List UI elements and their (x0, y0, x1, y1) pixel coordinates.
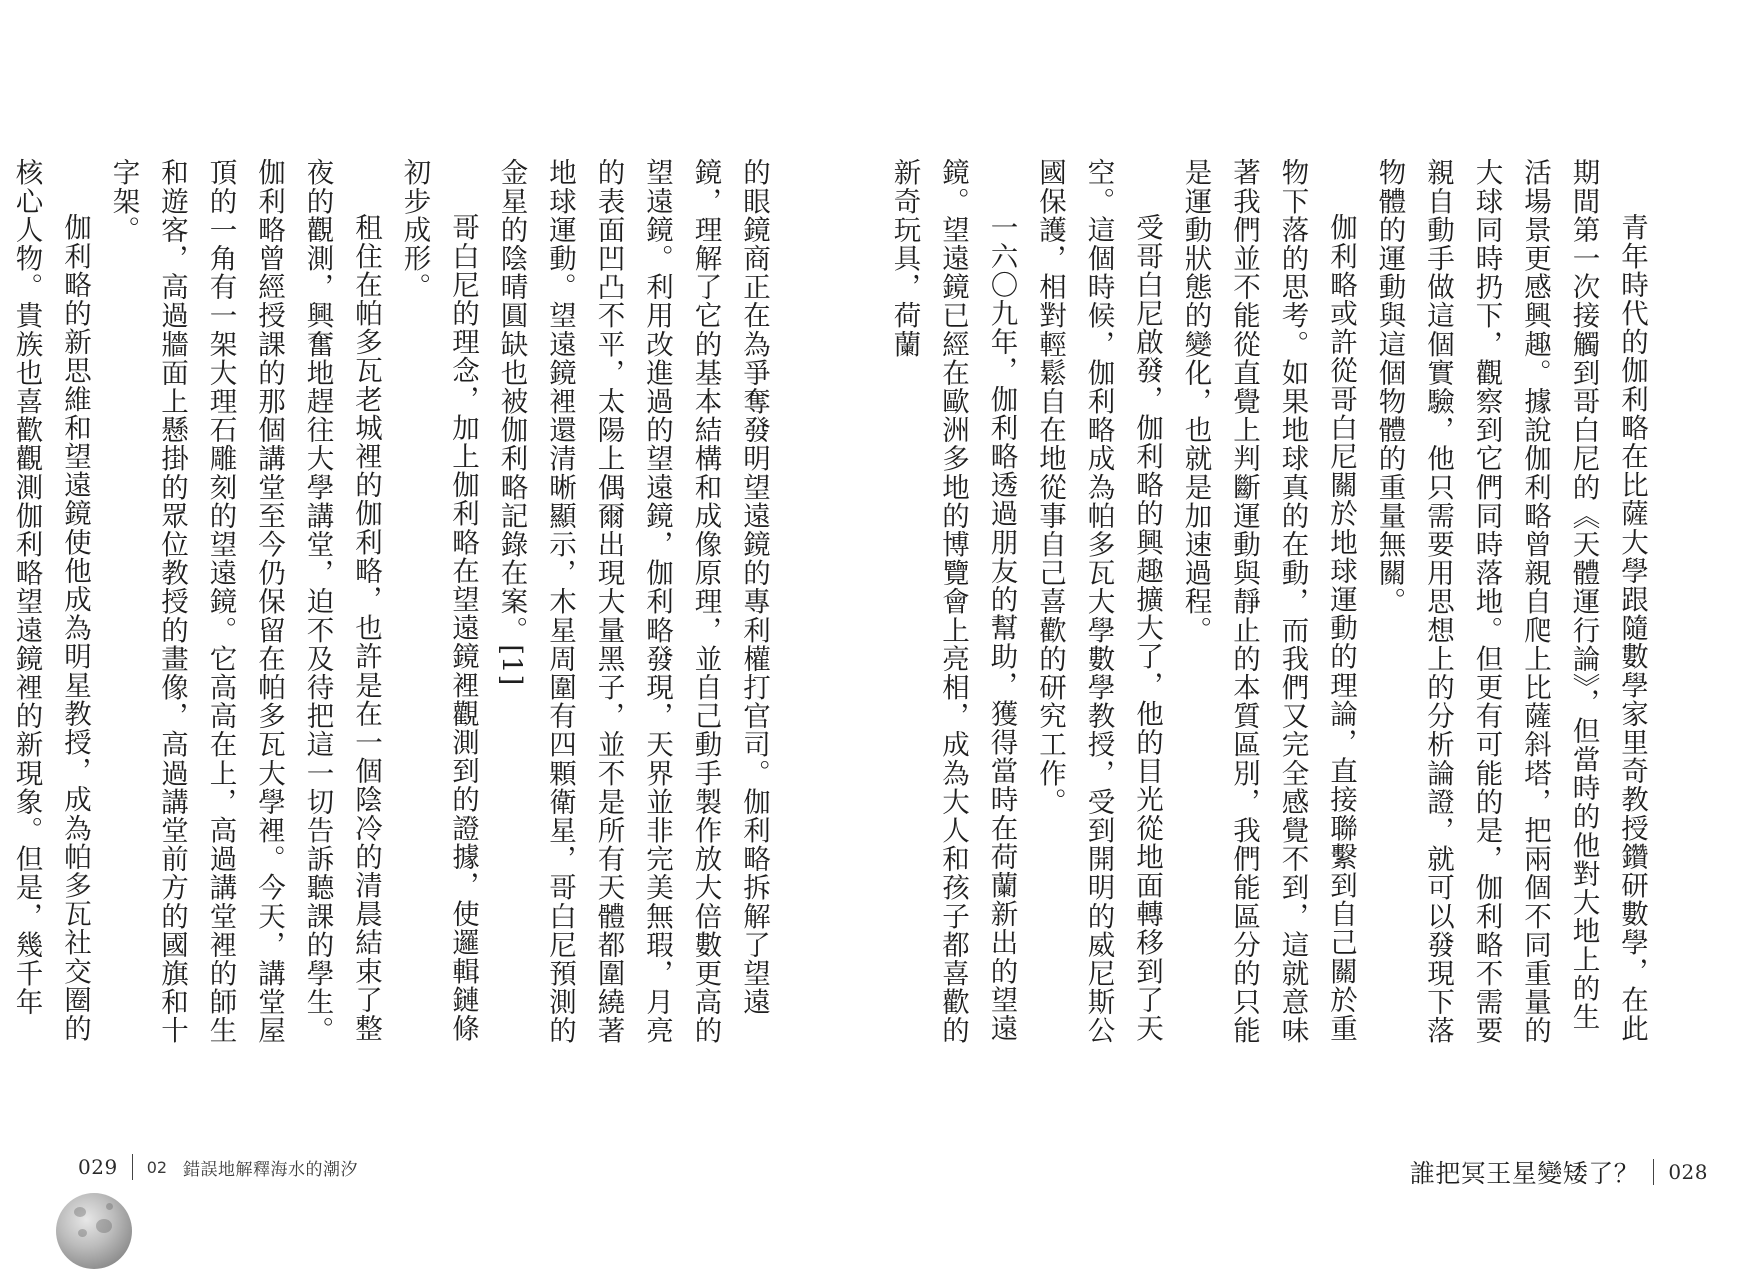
right-page-body (876, 158, 1656, 1058)
chapter-number: 02 (146, 1157, 168, 1177)
paragraph: 的眼鏡商正在為爭奪發明望遠鏡的專利權打官司。伽利略拆解了望遠鏡，理解了它的基本結構和成像原理，並自己動手製作放大倍數更高的望遠鏡。利用改進過的望遠鏡，伽利略發現，天界並非完美無瑕，月亮的表面凹凸不平，太陽上偶爾出現大量黑子，並不是所有天體都圍繞著地球運動。望遠鏡裡還清晰顯示，木星周圍有四顆衛星，哥白尼預測的金星的陰晴圓缺也被伽利略記錄在案。[1] (495, 158, 770, 1045)
left-page (0, 0, 874, 1240)
paragraph: 伽利略的新思維和望遠鏡使他成為明星教授，成為帕多瓦社交圈的核心人物。貴族也喜歡觀測伽利略望遠鏡裡的新現象。但是，幾千年 (10, 158, 91, 1043)
left-footer (78, 1154, 358, 1180)
paragraph: 哥白尼的理念，加上伽利略在望遠鏡裡觀測到的證據，使邏輯鏈條初步成形。 (398, 158, 479, 1043)
chapter-title: 錯誤地解釋海水的潮汐 (183, 1159, 359, 1180)
right-footer (1410, 1154, 1708, 1190)
paragraph: 伽利略或許從哥白尼關於地球運動的理論，直接聯繫到自己關於重物下落的思考。如果地球真的在動，而我們又完全感覺不到，這就意味著我們並不能從直覺上判斷運動與靜止的本質區別，我們能區分的只能是運動狀態的變化，也就是加速過程。 (1179, 158, 1357, 1045)
page-number: 029 (78, 1155, 118, 1179)
paragraph: 青年時代的伽利略在比薩大學跟隨數學家里奇教授鑽研數學，在此期間第一次接觸到哥白尼的《天體運行論》，但當時的他對大地上的生活場景更感興趣。據說伽利略曾親自爬上比薩斜塔，把兩個不同重量的大球同時扔下，觀察到它們同時落地。但更有可能的是，伽利略不需要親自動手做這個實驗，他只需要用思想上的分析論證，就可以發現下落物體的運動與這個物體的重量無關。 (1373, 158, 1648, 1045)
paragraph: 受哥白尼啟發，伽利略的興趣擴大了，他的目光從地面轉移到了天空。這個時候，伽利略成為帕多瓦大學數學教授，受到開明的威尼斯公國保護，相對輕鬆自在地從事自己喜歡的研究工作。 (1034, 158, 1163, 1045)
footer-divider (1653, 1159, 1654, 1185)
left-page-body (10, 158, 778, 1058)
moon-icon (56, 1193, 132, 1269)
footer-divider (132, 1154, 133, 1180)
page-number: 028 (1668, 1160, 1708, 1184)
paragraph: 一六〇九年，伽利略透過朋友的幫助，獲得當時在荷蘭新出的望遠鏡。望遠鏡已經在歐洲多地的博覽會上亮相，成為大人和孩子都喜歡的新奇玩具，荷蘭 (888, 158, 1018, 1045)
paragraph: 租住在帕多瓦老城裡的伽利略，也許是在一個陰冷的清晨結束了整夜的觀測，興奮地趕往大學講堂，迫不及待把這一切告訴聽課的學生。伽利略曾經授課的那個講堂至今仍保留在帕多瓦大學裡。今天，講堂屋頂的一角有一架大理石雕刻的望遠鏡。它高高在上，高過講堂裡的師生和遊客，高過牆面上懸掛的眾位教授的畫像，高過講堂前方的國旗和十字架。 (107, 158, 382, 1045)
right-page (874, 0, 1748, 1240)
book-title: 誰把冥王星變矮了？ (1409, 1159, 1640, 1188)
